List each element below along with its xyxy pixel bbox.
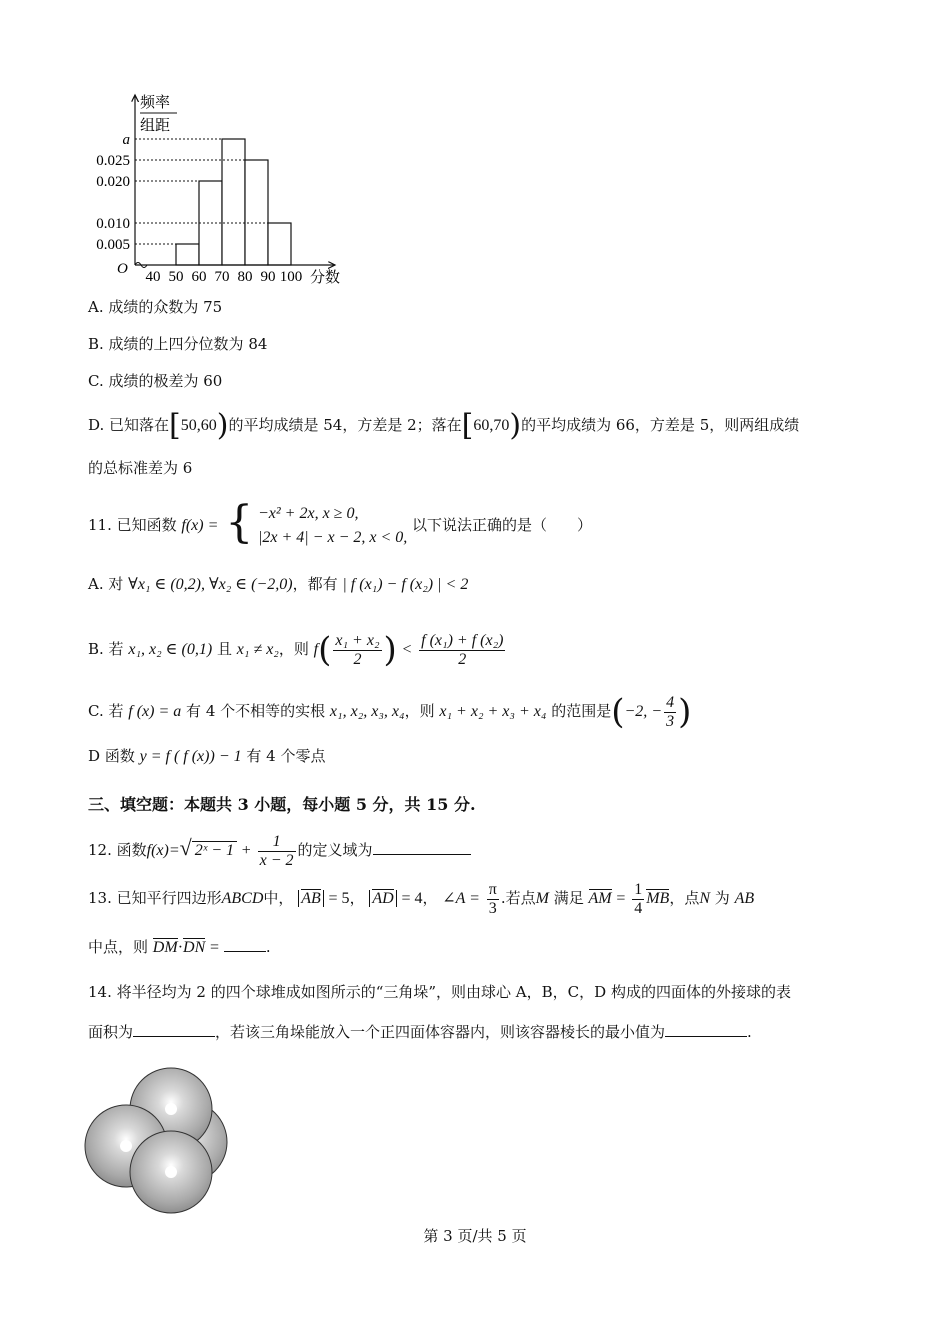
q10-d-text2: 的平均成绩是 54，方差是 2；落在 [228,416,462,434]
q13-end: . [265,938,271,956]
q13-n: N [699,890,710,907]
y-tick-label: 0.010 [96,216,130,232]
q12-pre: 12. 函数 [88,841,147,859]
q11-cases [258,502,407,550]
q13-line2-pre: 中点，则 [88,938,149,956]
y-tick-label: 0.025 [96,153,130,169]
q11-a-inequality: | f (x₁) − f (x₂) | < 2 [342,576,469,593]
q13-dian: ，点 [669,889,700,907]
frac-num: 1 [258,833,296,852]
y-label-denominator: 组距 [140,116,171,134]
q13-abs-ad [369,890,396,907]
frac-num: 1 [634,880,643,898]
q13-ad-val: = 4 [401,890,423,907]
histogram-bar [245,160,268,265]
q11-c-sum: x₁ + x₂ + x₃ + x₄ [439,703,547,720]
q11-d-post: 有 4 个零点 [246,747,326,765]
q13-zhong: 中， [263,889,294,907]
paren-right: ) [216,408,229,443]
q13-mid: .若点 [500,889,536,907]
frac-num: 4 [666,693,675,711]
frac-num: x₁ + x₂ [335,631,380,649]
q11-b-then: ，则 [278,640,309,658]
q11-d-mid: 函数 [104,747,135,765]
q14-line2-mid: ，若该三角垛能放入一个正四面体容器内，则该容器棱长的最小值为 [215,1023,666,1041]
q10-d-text1: D. 已知落在 [88,416,170,434]
vector-am: AM [588,890,612,907]
q13-abs-ab [298,890,324,907]
frac-den: 4 [634,899,643,917]
q11-b-and: 且 [216,640,232,658]
q11-d-prefix: D [88,747,101,765]
frequency-histogram [80,85,380,285]
q11-c-range-frac [664,694,676,731]
sphere-highlight [120,1140,132,1152]
q11-case2: |2x + 4| − x − 2, x < 0, [257,529,408,546]
frac-num: π [488,880,497,898]
q11-b-frac1 [333,632,381,669]
y-label-numerator: 频率 [140,93,171,111]
q11-c-eq: f (x) = a [128,703,182,720]
q11-b-neq: x₁ ≠ x₂ [236,641,279,658]
q13-ab2: AB [734,890,755,907]
q11-d-func: y = f ( f (x)) − 1 [139,748,242,765]
q14-line2-end: . [747,1023,752,1041]
histogram-bar [268,223,291,265]
q11-option-a [88,574,468,595]
histogram-bar [199,181,222,265]
q11-a-quantifiers: ∀x₁ ∈ (0,2), ∀x₂ ∈ (−2,0) [128,576,293,593]
q13-m: M [535,890,549,907]
vector-dm: DM [152,939,178,956]
q11-b-domain: x₁, x₂ ∈ (0,1) [128,641,213,658]
q13-pi-frac [487,881,499,918]
sphere-highlight [165,1166,177,1178]
sphere-highlight [165,1103,177,1115]
vector-ad: AD [372,890,394,907]
q11-c-mid2: ，则 [404,702,435,720]
q10-d-interval1: 50,60 [180,417,217,434]
q13-abcd: ABCD [221,890,264,907]
q13-eq: = [616,890,626,907]
x-tick-label: 70 [214,269,230,285]
answer-blank-1[interactable] [133,1022,215,1037]
q13-eq2: = [210,939,220,956]
vector-dn: DN [183,939,206,956]
q13-line2 [88,937,271,958]
bracket-left: [ [169,408,181,443]
q11-stem-prefix: 11. 已知函数 [88,516,177,534]
paren-left: ( [611,692,625,732]
q12-sqrt-body: 2ˣ − 1 [192,841,237,859]
frac-den: 2 [458,650,467,668]
q12 [88,825,471,871]
x-tick-label: 60 [191,269,207,285]
q11-fx: f(x) = [181,517,219,534]
q12-frac [258,833,296,870]
origin-label: O [117,261,128,277]
answer-blank[interactable] [224,937,266,952]
q12-post: 的定义域为 [297,841,373,859]
q11-option-b [88,626,507,672]
q12-fx: f(x)= [146,842,180,859]
x-tick-label: 80 [237,269,253,285]
x-tick-label: 40 [145,269,161,285]
frac-num: f (x₁) + f (x₂) [421,631,504,649]
frac-den: 2 [353,650,362,668]
bracket-left: [ [461,408,474,443]
q13-dot: · [177,939,184,956]
q11-b-lt: < [401,641,413,658]
vector-ab: AB [301,890,321,907]
q11-c-mid1: 有 4 个不相等的实根 [186,702,326,720]
frac-den: 3 [488,899,497,917]
q11-option-d [88,746,325,767]
q11-case1: −x² + 2x, x ≥ 0, [257,505,359,522]
q14-line2-pre: 面积为 [88,1023,134,1041]
q10-d-interval2: 60,70 [473,417,510,434]
q11-b-f: f [313,641,319,658]
q11-stem-suffix: 以下说法正确的是（ ） [412,516,593,534]
q11-a-mid: ，都有 [292,575,338,593]
q13-wei: 为 [714,889,730,907]
q10-option-b: B. 成绩的上四分位数为 84 [88,335,268,353]
frac-den: x − 2 [259,851,294,869]
y-tick-label: a [122,132,130,148]
brace: { [225,497,254,548]
q11-b-prefix: B. 若 [88,640,124,658]
x-tick-label: 50 [168,269,184,285]
q13-quarter [632,881,644,918]
histogram-bar [222,139,245,265]
q11-b-frac2 [419,632,505,669]
answer-blank[interactable] [373,840,471,855]
histogram-bar [176,244,199,265]
q11-c-range-left: −2, − [624,703,663,720]
q13-line1: 13. 已知平行四边形ABCD中， AB = 5， AD = 4， ∠A = $\frac{\pi}{3}$ .若点M 满足 AM = $\frac{1}{4}$ MB，点N 为 AB [88,880,755,917]
q11-c-prefix: C. 若 [88,702,124,720]
answer-blank-2[interactable] [665,1022,747,1037]
vector-mb: MB [646,890,670,907]
q14-line2 [88,1022,752,1042]
q13-ab-val: = 5 [328,890,350,907]
q12-plus: + [241,842,251,859]
frac-den: 3 [666,712,675,730]
q11-a-prefix: A. 对 [88,575,124,593]
q10-option-c: C. 成绩的极差为 60 [88,372,223,390]
section-heading: 三、填空题：本题共 3 小题，每小题 5 分，共 15 分. [88,795,476,814]
q11-stem [88,497,592,553]
q11-c-mid3: 的范围是 [551,702,612,720]
q10-d-text3: 的平均成绩为 66，方差是 5，则两组成绩 [521,416,800,434]
x-tick-label: 100 [279,269,303,285]
x-axis-label: 分数 [310,268,341,285]
q11-c-roots: x₁, x₂, x₃, x₄ [329,703,405,720]
y-tick-label: 0.020 [96,174,130,190]
q14-line1: 14. 将半径均为 2 的四个球堆成如图所示的“三角垛”，则由球心 A，B，C，D 构成的四面体的外接球的表 [88,983,791,1001]
y-tick-label: 0.005 [96,237,130,253]
stacked-spheres-figure [82,1050,242,1220]
sqrt-sign: √ [179,835,192,860]
q10-option-d-line2: 的总标准差为 6 [88,459,193,477]
q10-option-a: A. 成绩的众数为 75 [88,298,223,316]
paren-right: ) [383,630,397,670]
q13-pre: 13. 已知平行四边形 [88,889,222,907]
q11-option-c [88,689,691,733]
paren-right: ) [509,408,522,443]
paren-left: ( [318,630,332,670]
q10-option-d [88,410,799,441]
q13-angle: ∠A = [442,890,480,907]
page-footer: 第 3 页/共 5 页 [423,1227,527,1245]
paren-right: ) [678,692,692,732]
x-tick-label: 90 [260,269,276,285]
q13-manzu: 满足 [553,889,584,907]
